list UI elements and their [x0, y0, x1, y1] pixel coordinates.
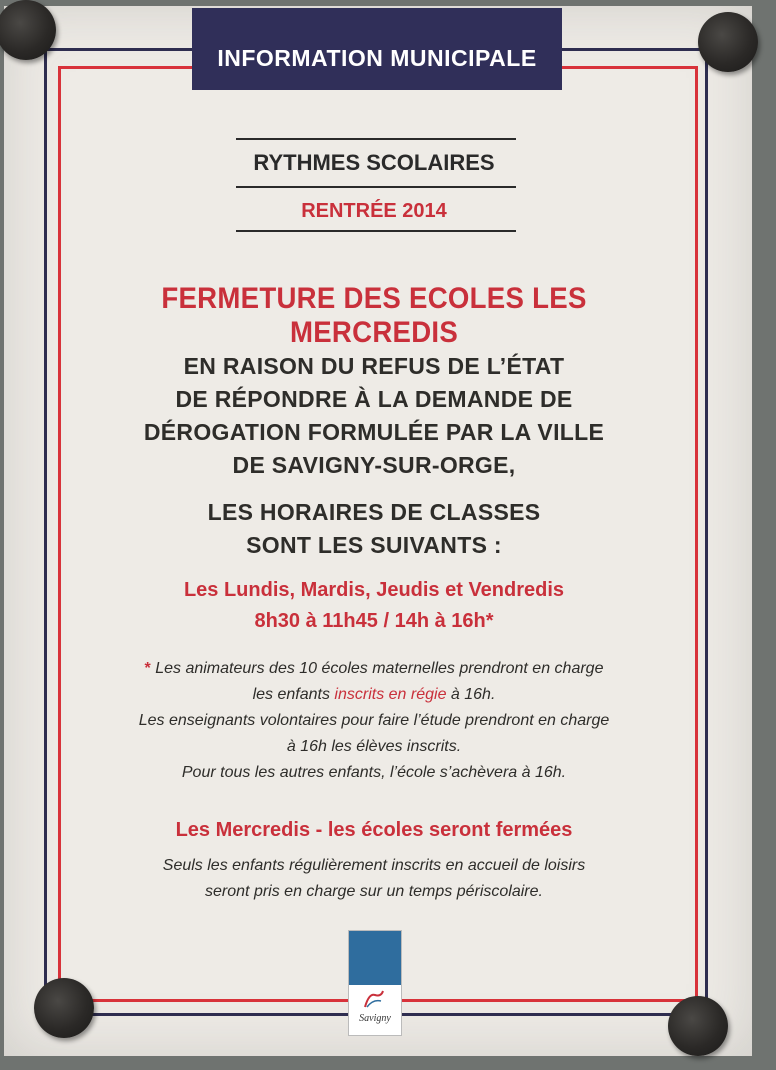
header-banner: [192, 8, 562, 90]
paragraph-refus: [60, 350, 688, 482]
paragraph-line: LES HORAIRES DE CLASSES: [207, 499, 541, 525]
paragraph-line: EN RAISON DU REFUS DE L’ÉTAT: [183, 353, 565, 379]
divider-middle: [236, 186, 516, 188]
notes-block: [60, 656, 688, 786]
note-line: seront pris en charge sur un temps périscolaire.: [205, 883, 543, 900]
note-text: les enfants: [252, 686, 335, 703]
wednesday-title: Les Mercredis - les écoles seront fermées: [175, 819, 573, 841]
schedule-hours: 8h30 à 11h45 / 14h à 16h*: [254, 610, 494, 632]
note-line: Seuls les enfants régulièrement inscrits en accueil de loisirs: [162, 857, 586, 874]
subtitle-rythmes: RYTHMES SCOLAIRES: [253, 150, 495, 175]
paragraph-line: DE RÉPONDRE À LA DEMANDE DE: [175, 386, 573, 412]
note-text: à 16h.: [446, 686, 496, 703]
header-title: INFORMATION MUNICIPALE: [217, 45, 537, 71]
asterisk-mark: *: [144, 660, 151, 677]
paragraph-line: SONT LES SUIVANTS :: [246, 532, 502, 558]
note-line: [60, 656, 688, 682]
magnet-bottom-right: [668, 996, 728, 1056]
schedule-days: Les Lundis, Mardis, Jeudis et Vendredis: [183, 579, 565, 601]
logo-blue-block: [349, 931, 401, 985]
magnet-top-right: [698, 12, 758, 72]
savigny-logo: [348, 930, 402, 1036]
paragraph-line: DE SAVIGNY-SUR-ORGE,: [232, 452, 516, 478]
note-line: Les enseignants volontaires pour faire l’étude prendront en charge: [138, 712, 610, 729]
note-highlight: inscrits en régie: [334, 686, 447, 703]
note-line: [60, 682, 688, 708]
schedule-block: [60, 575, 688, 637]
paragraph-line: DÉROGATION FORMULÉE PAR LA VILLE: [143, 419, 605, 445]
logo-emblem-icon: [363, 989, 385, 1009]
magnet-bottom-left: [34, 978, 94, 1038]
wednesday-notes: [60, 853, 688, 905]
note-line: Pour tous les autres enfants, l’école s’achèvera à 16h.: [181, 764, 567, 781]
paragraph-horaires: [60, 496, 688, 562]
subtitle-rentree: RENTRÉE 2014: [301, 200, 447, 222]
logo-text: Savigny: [359, 1013, 391, 1024]
main-title: FERMETURE DES ECOLES LES MERCREDIS: [161, 282, 587, 349]
note-text: Les animateurs des 10 écoles maternelles prendront en charge: [155, 660, 604, 677]
divider-bottom: [236, 230, 516, 232]
divider-top: [236, 138, 516, 140]
note-line: à 16h les élèves inscrits.: [286, 738, 462, 755]
